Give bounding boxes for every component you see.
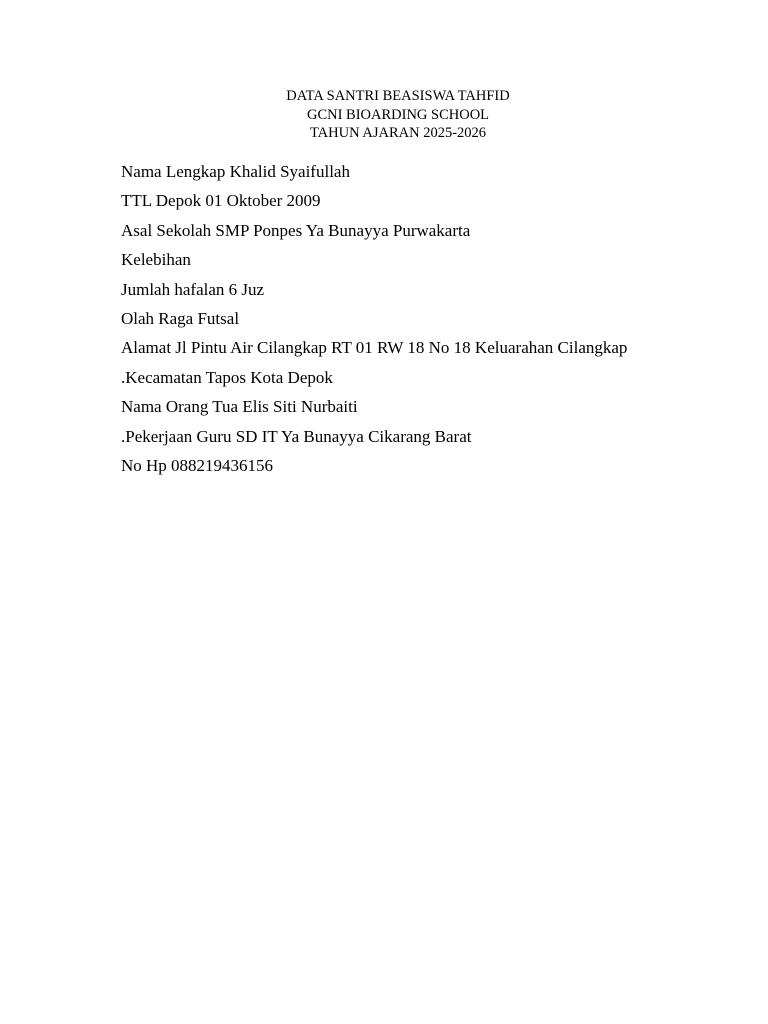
memorization-line: Jumlah hafalan 6 Juz xyxy=(121,279,265,299)
document-header xyxy=(0,87,768,143)
address-line: Alamat Jl Pintu Air Cilangkap RT 01 RW 18 No 18 Keluarahan Cilangkap xyxy=(121,338,628,358)
address-continuation-line: .Kecamatan Tapos Kota Depok xyxy=(121,367,333,387)
phone-number-line: No Hp 088219436156 xyxy=(121,456,274,476)
parent-occupation-line: .Pekerjaan Guru SD IT Ya Bunayya Cikarang Barat xyxy=(121,426,472,446)
birth-place-date-line: TTL Depok 01 Oktober 2009 xyxy=(121,191,321,211)
parent-name-line: Nama Orang Tua Elis Siti Nurbaiti xyxy=(121,397,358,417)
sport-line: Olah Raga Futsal xyxy=(121,309,240,329)
document-title: DATA SANTRI BEASISWA TAHFID xyxy=(286,88,510,104)
student-data-list xyxy=(121,157,741,480)
school-name: GCNI BIOARDING SCHOOL xyxy=(306,106,490,123)
academic-year: TAHUN AJARAN 2025-2026 xyxy=(309,125,487,141)
strengths-heading: Kelebihan xyxy=(121,250,191,270)
full-name-line: Nama Lengkap Khalid Syaifullah xyxy=(121,162,350,181)
previous-school-line: Asal Sekolah SMP Ponpes Ya Bunayya Purwakarta xyxy=(121,220,471,240)
